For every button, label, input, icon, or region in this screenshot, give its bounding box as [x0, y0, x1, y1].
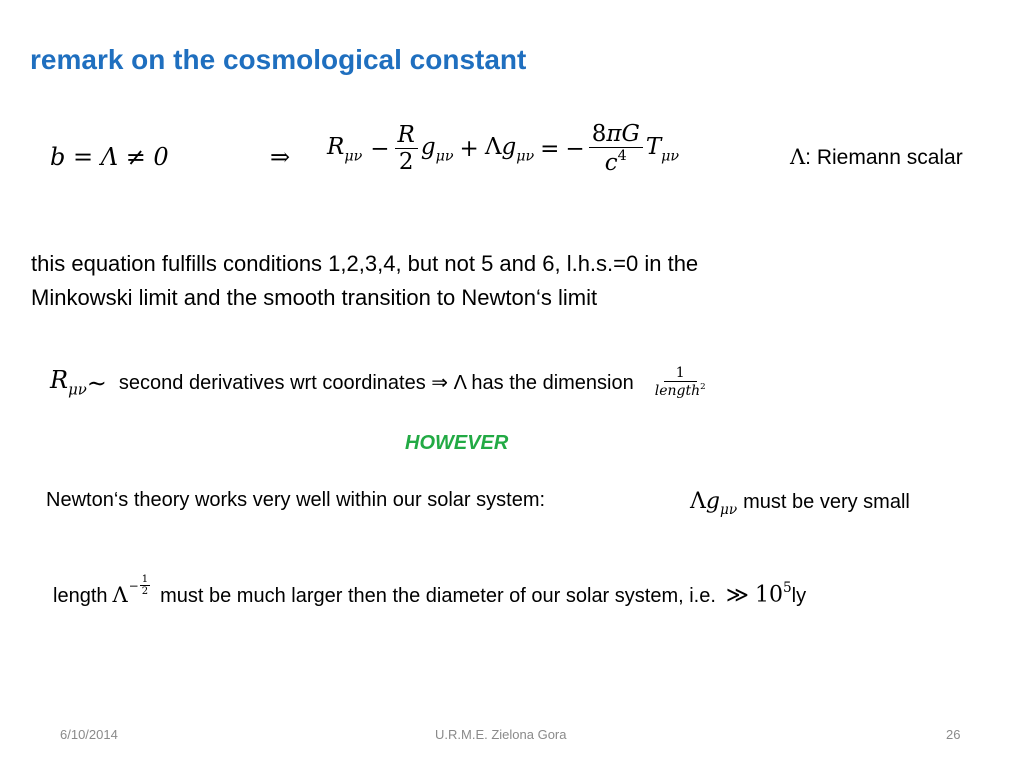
paragraph-line-1: this equation fulfills conditions 1,2,3,4, but not 5 and 6, l.h.s.=0 in the: [31, 251, 699, 276]
light-year-unit: ly: [791, 584, 807, 607]
implies-arrow: ⇒: [270, 143, 291, 171]
length-line: length Λ − $\frac{1}{2}$ must be much larger then the diameter of our solar system, i.e. ≫ $10^5$ ly: [53, 573, 807, 608]
small-text: must be very small: [743, 491, 910, 513]
lambda-exponent: − $\frac{1}{2}$: [128, 573, 149, 597]
lambda-note-text: : Riemann scalar: [805, 146, 963, 169]
footer-date: 6/10/2014: [60, 727, 118, 742]
however-heading: HOWEVER: [405, 432, 509, 454]
dimension-fraction: $\frac{1}{length^2}$: [654, 365, 706, 400]
length-word: length: [53, 584, 108, 607]
equation-b-lambda: b = Λ ≠ 0: [50, 143, 169, 171]
length-rest-text: must be much larger then the diameter of our solar system, i.e.: [160, 584, 716, 607]
dimension-text: second derivatives wrt coordinates ⇒ Λ has the dimension: [118, 372, 634, 395]
ten-power: $10^5$: [754, 580, 792, 608]
lambda-note: [790, 145, 963, 170]
lambda-symbol: Λ: [790, 145, 806, 169]
dimension-line: [50, 366, 712, 400]
ricci-symbol: $R_{\mu\nu}$: [50, 366, 87, 400]
paragraph-line-2: Minkowski limit and the smooth transition to Newton‘s limit: [31, 285, 598, 310]
tilde-symbol: ∼: [86, 368, 107, 397]
footer-page-number: 26: [946, 727, 961, 742]
footer-center: U.R.M.E. Zielona Gora: [435, 727, 567, 742]
einstein-field-equation: $R_{\mu\nu}$ − $\frac{R}{2}$ $g_{\mu\nu}$ + $\Lambda g_{\mu\nu}$ = − $\frac{8\pi G}{c^4}$ $T_{\mu\nu}$: [327, 121, 680, 177]
newton-text: Newton‘s theory works very well within our solar system:: [46, 489, 546, 511]
slide-title: remark on the cosmological constant: [30, 44, 527, 75]
much-greater-symbol: ≫: [725, 582, 749, 608]
small-lambda-line: $\Lambda g_{\mu\nu}$ must be very small: [690, 489, 910, 519]
